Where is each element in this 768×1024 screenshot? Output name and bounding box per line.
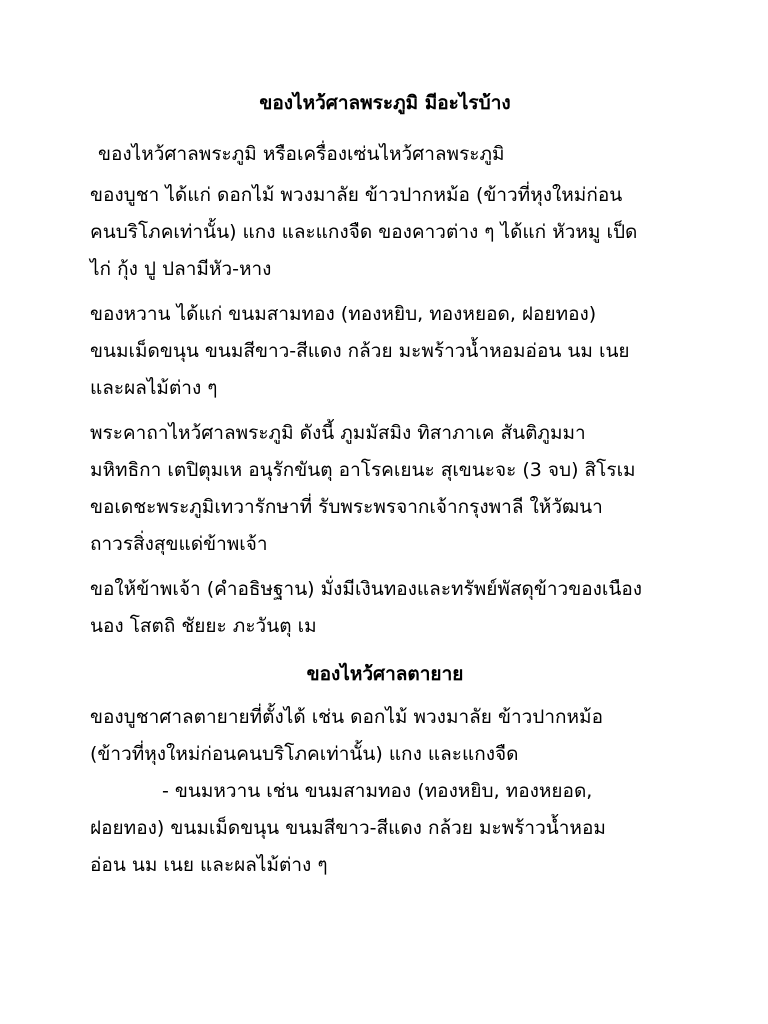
paragraph-worship-items — [90, 177, 680, 288]
heading-spirit-house-offerings: ของไหว้ศาลพระภูมิ มีอะไรบ้าง — [259, 92, 511, 114]
paragraph-wish — [90, 571, 680, 645]
text-line: ของหวาน ได้แก่ ขนมสามทอง (ทองหยิบ, ทองหยอด, ฝอยทอง) — [90, 303, 597, 325]
text-line: อ่อน นม เนย และผลไม้ต่าง ๆ — [90, 854, 328, 876]
text-line: ไก่ กุ้ง ปู ปลามีหัว-หาง — [90, 258, 272, 280]
text-line: ขอให้ข้าพเจ้า (คำอธิษฐาน) มั่งมีเงินทองและทรัพย์พัสดุข้าวของเนือง — [90, 578, 643, 600]
text-line: - ขนมหวาน เช่น ขนมสามทอง (ทองหยิบ, ทองหยอด, — [162, 780, 593, 802]
text-line: มหิทธิกา เตปิตุมเห อนุรักขันตุ อาโรคเยนะ สุเขนะจะ (3 จบ) สิโรเม — [90, 459, 636, 481]
text-line: ถาวรสิ่งสุขแด่ข้าพเจ้า — [90, 533, 268, 555]
text-line: ฝอยทอง) ขนมเม็ดขนุน ขนมสีขาว-สีแดง กล้วย มะพร้าวน้ำหอม — [90, 817, 606, 839]
paragraph-desserts — [90, 296, 680, 407]
intro-paragraph — [90, 136, 680, 173]
text-line: คนบริโภคเท่านั้น) แกง และแกงจืด ของคาวต่าง ๆ ได้แก่ หัวหมู เป็ด — [90, 221, 638, 243]
text-line: ของบูชาศาลตายายที่ตั้งได้ เช่น ดอกไม้ พวงมาลัย ข้าวปากหม้อ — [90, 706, 603, 728]
paragraph-grandparents-desserts — [90, 773, 680, 884]
paragraph-grandparents-worship-items — [90, 699, 680, 773]
text-line: พระคาถาไหว้ศาลพระภูมิ ดังนี้ ภูมมัสมิง ทิสาภาเค สันติภูมมา — [90, 422, 586, 444]
heading-grandparents-shrine-offerings: ของไหว้ศาลตายาย — [306, 663, 464, 685]
text-line: และผลไม้ต่าง ๆ — [90, 377, 218, 399]
text-line: นอง โสตถิ ชัยยะ ภะวันตุ เม — [90, 615, 317, 637]
text-line: ของไหว้ศาลพระภูมิ หรือเครื่องเซ่นไหว้ศาลพระภูมิ — [98, 143, 505, 165]
text-line: (ข้าวที่หุงใหม่ก่อนคนบริโภคเท่านั้น) แกง และแกงจืด — [90, 743, 519, 765]
text-line: ของบูชา ได้แก่ ดอกไม้ พวงมาลัย ข้าวปากหม้อ (ข้าวที่หุงใหม่ก่อน — [90, 184, 623, 206]
paragraph-prayer-chant — [90, 415, 680, 563]
text-line: ขอเดชะพระภูมิเทวารักษาที่ รับพระพรจากเจ้ากรุงพาลี ให้วัฒนา — [90, 496, 603, 518]
text-line: ขนมเม็ดขนุน ขนมสีขาว-สีแดง กล้วย มะพร้าวน้ำหอมอ่อน นม เนย — [90, 340, 630, 362]
